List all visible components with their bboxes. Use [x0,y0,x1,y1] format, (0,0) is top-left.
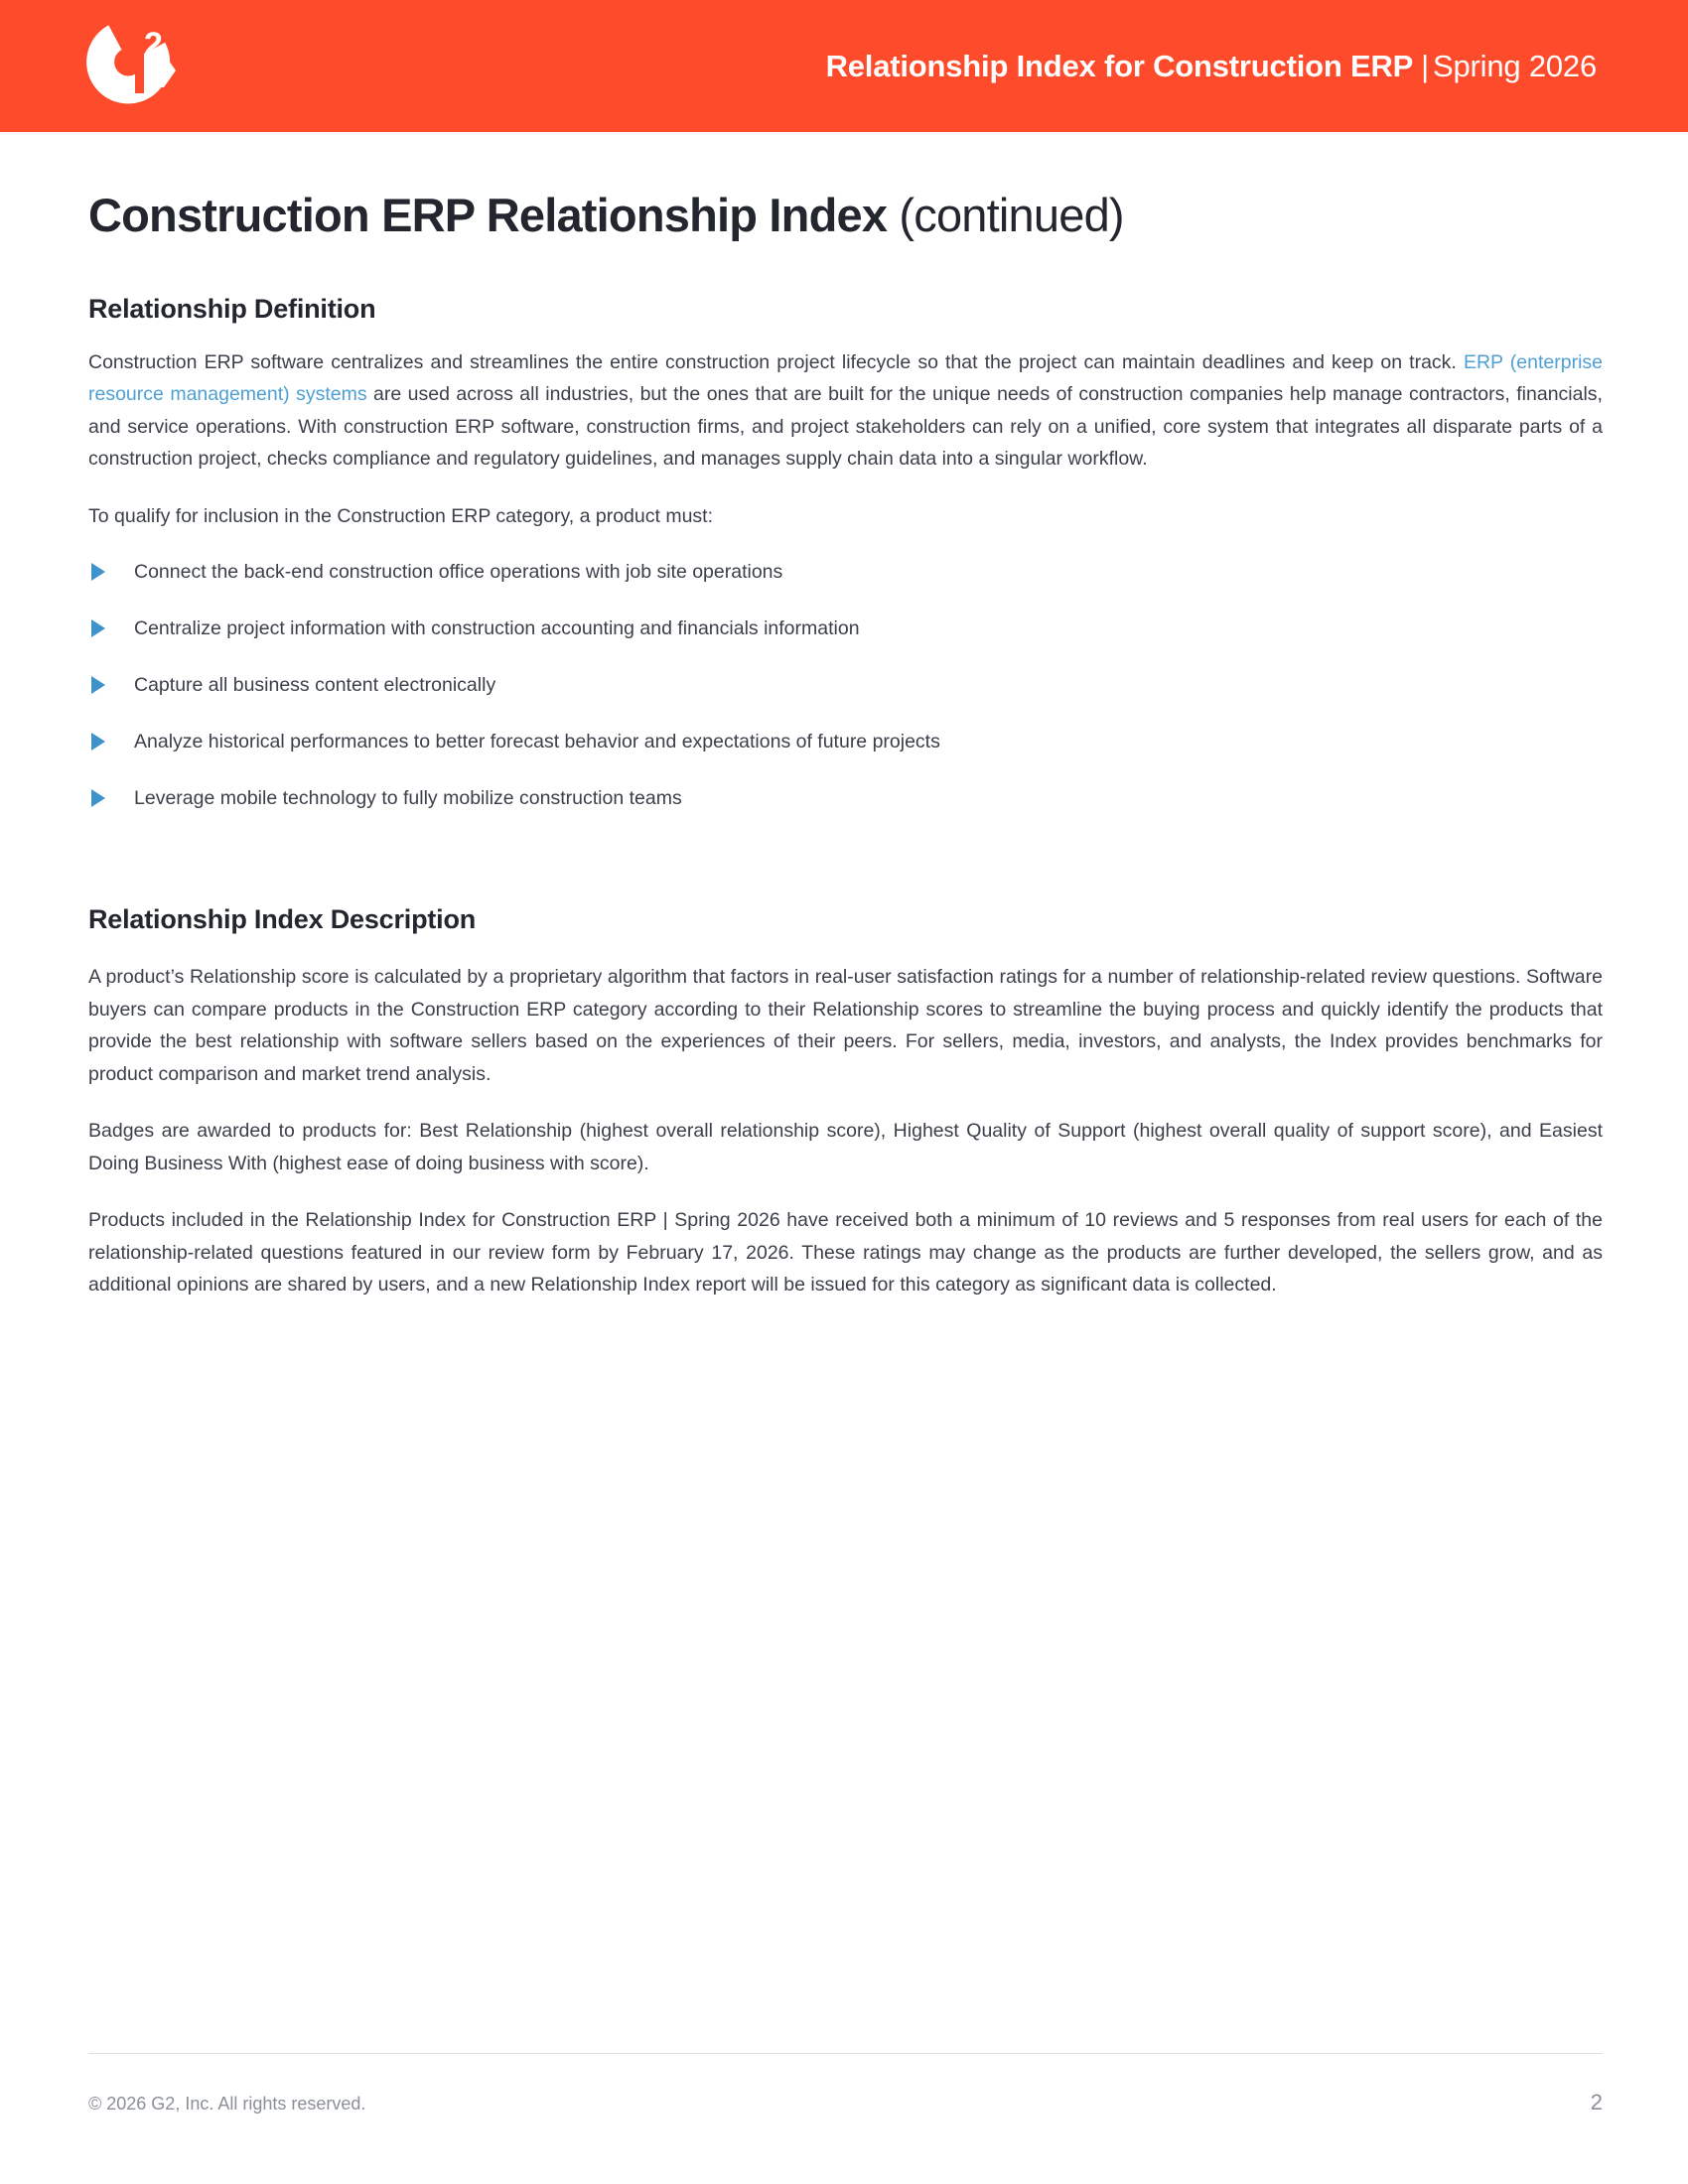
definition-paragraph [88,346,1603,476]
page-header [0,0,1688,132]
triangle-bullet-icon [91,563,105,581]
definition-text-post: are used across all industries, but the ones that are built for the unique needs of construction companies help manage contractors, financials, and service operations. With construction ERP software, construction firms, and project stakeholders can rely on a unified, core system that integrates all disparate parts of a construction project, checks compliance and regulatory guidelines, and manages supply chain data into a singular workflow. [88,383,1603,471]
list-item-label: Leverage mobile technology to fully mobilize construction teams [134,787,682,810]
svg-text:2: 2 [144,26,163,64]
index-description-paragraph-3: Products included in the Relationship Index for Construction ERP | Spring 2026 have received both a minimum of 10 reviews and 5 responses from real users for each of the relationship-related questions featured in our review form by February 17, 2026. These ratings may change as the products are further developed, the sellers grow, and as additional opinions are shared by users, and a new Relationship Index report will be issued for this category as significant data is collected. [88,1209,1603,1297]
definition-text-pre: Construction ERP software centralizes and streamlines the entire construction project lifecycle so that the project can maintain deadlines and keep on track. [88,350,1464,373]
list-item [88,557,1603,587]
page-footer [88,2053,1603,2116]
page-number: 2 [1590,2090,1603,2115]
page-content [88,132,1603,1301]
page-title-continued: (continued) [899,189,1124,241]
triangle-bullet-icon [91,676,105,694]
header-title-edition: Spring 2026 [1433,48,1597,83]
index-description-paragraph-1: A product’s Relationship score is calculated by a proprietary algorithm that factors in real-user satisfaction ratings for a number of relationship-related review questions. Software buyers can compare products in the Construction ERP category according to their Relationship scores to streamline the buying process and quickly identify the products that provide the best relationship with software sellers based on the experiences of their peers. For sellers, media, investors, and analysts, the Index provides benchmarks for product comparison and market trend analysis. [88,966,1603,1085]
page-title-bold: Construction ERP Relationship Index [88,189,900,241]
triangle-bullet-icon [91,733,105,751]
list-item [88,614,1603,643]
list-item [88,783,1603,813]
triangle-bullet-icon [91,619,105,637]
list-item-label: Connect the back-end construction office operations with job site operations [134,561,783,584]
g2-logo [82,14,178,117]
footer-row [88,2090,1603,2116]
heading-relationship-definition: Relationship Definition [88,293,376,324]
index-description-paragraph-2: Badges are awarded to products for: Best Relationship (highest overall relationship score), Highest Quality of Support (highest overall quality of support score), and Easiest Doing Business With (highest ease of doing business with score). [88,1120,1603,1174]
page-title [88,190,1603,242]
list-item-label: Analyze historical performances to better forecast behavior and expectations of future projects [134,731,940,753]
list-item-label: Capture all business content electronically [134,674,496,697]
list-item [88,670,1603,700]
heading-relationship-index-description: Relationship Index Description [88,904,477,935]
header-title [826,0,1597,132]
header-title-separator: | [1421,48,1429,83]
header-title-main: Relationship Index for Construction ERP [825,48,1414,83]
footer-divider [88,2053,1603,2054]
copyright-text: © 2026 G2, Inc. All rights reserved. [88,2094,366,2114]
triangle-bullet-icon [91,789,105,807]
qualification-list [88,557,1603,813]
erp-systems-link[interactable]: ERP (enterprise resource management) systems [88,350,1603,406]
list-item [88,727,1603,756]
qualify-intro: To qualify for inclusion in the Construction ERP category, a product must: [88,504,714,527]
list-item-label: Centralize project information with construction accounting and financials information [134,617,860,640]
